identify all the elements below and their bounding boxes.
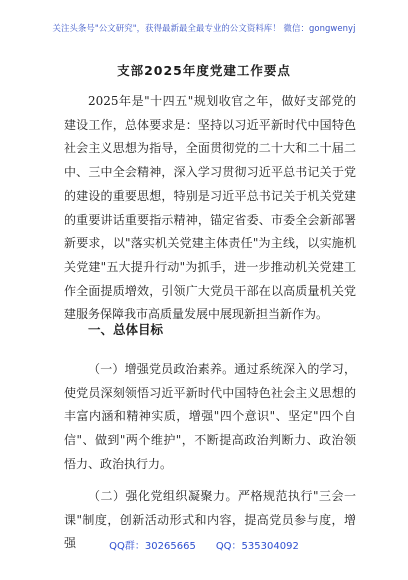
- intro-paragraph: 2025年是"十四五"规划收官之年，做好支部党的建设工作，总体要求是：坚持以习近平新时代中国特色社会主义思想为指导，全面贯彻党的二十大和二十届二中、三中全会精神，深入学习贯彻习近平总书记关于党的建设的重要思想，特别是习近平总书记关于机关党建的重要讲话重要指示精神，锚定省委、市委全会新部署新要求，以"落实机关党建主体责任"为主线，以实施机关党建"五大提升行动"为抓手，进一步推动机关党建工作全面提质增效，引领广大党员干部在以高质量机关党建服务保障我市高质量发展中展现新担当新作为。: [64, 94, 356, 322]
- footer-qq-number: QQ：535304092: [215, 541, 299, 552]
- section-heading-general-goals: 一、总体目标: [88, 322, 164, 337]
- goal-item-political-literacy: （一）增强党员政治素养。通过系统深入的学习，使党员深刻领悟习近平新时代中国特色社会主义思想的丰富内涵和精神实质，增强"四个意识"、坚定"四个自信"、做到"两个维护"，不断提高政治判断力、政治领悟力、政治执行力。: [64, 362, 356, 471]
- header-promo-note: 关注头条号"公文研究"，获得最新最全最专业的公文资料库！ 微信：gongwenyj: [52, 23, 356, 33]
- footer-qq-group: QQ群：30265665: [109, 541, 196, 552]
- document-title: 支部2025年度党建工作要点: [117, 63, 291, 78]
- footer-contact: [0, 537, 408, 552]
- goal-item-organization-cohesion: （二）强化党组织凝聚力。严格规范执行"三会一课"制度，创新活动形式和内容，提高党员参与度，增强: [64, 489, 356, 551]
